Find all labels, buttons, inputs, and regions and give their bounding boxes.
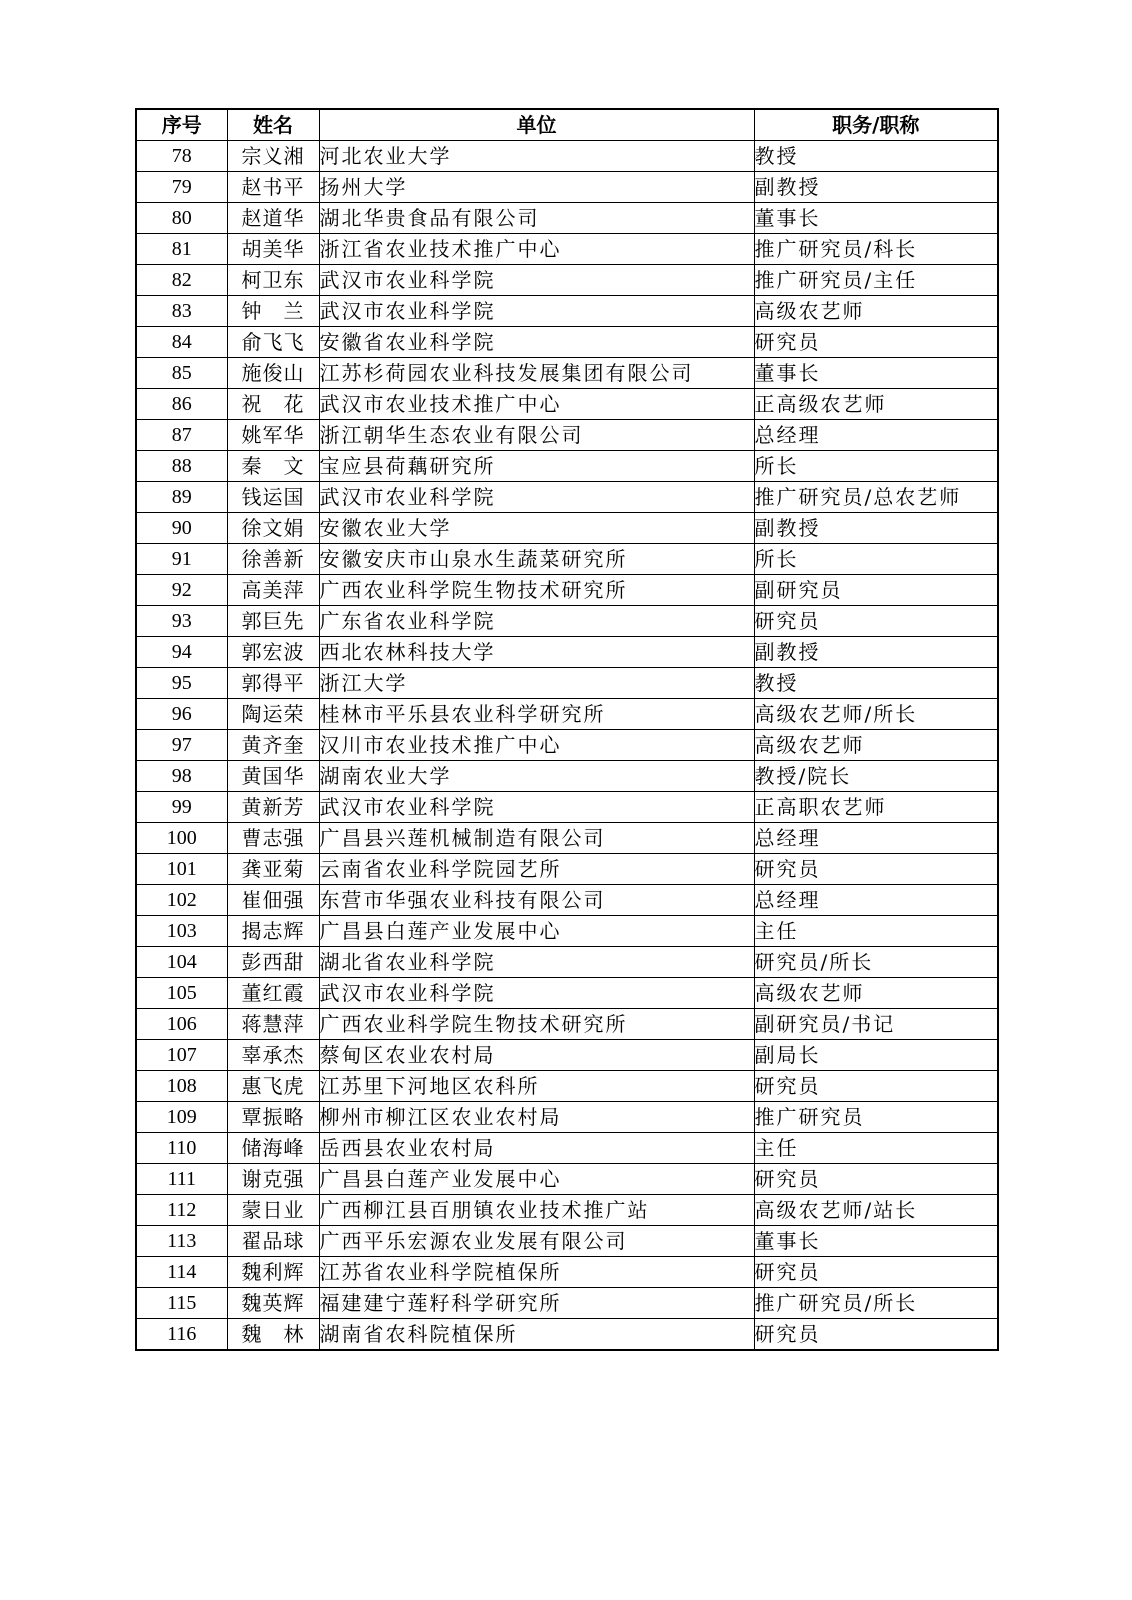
table-row [136,544,998,575]
position-title: 研究员/所长 [754,947,998,978]
table-row [136,1164,998,1195]
person-name: 黄新芳 [227,792,319,823]
row-index: 107 [136,1040,227,1071]
row-index: 81 [136,234,227,265]
person-name: 祝 花 [227,389,319,420]
roster-table [135,108,999,1351]
person-name: 胡美华 [227,234,319,265]
position-title: 总经理 [754,420,998,451]
position-title: 主任 [754,1133,998,1164]
organization: 武汉市农业技术推广中心 [319,389,754,420]
row-index: 89 [136,482,227,513]
table-row [136,761,998,792]
table-row [136,947,998,978]
table-row [136,854,998,885]
table-row [136,1288,998,1319]
person-name: 魏英辉 [227,1288,319,1319]
table-row [136,420,998,451]
person-name: 柯卫东 [227,265,319,296]
table-row [136,637,998,668]
person-name: 覃振略 [227,1102,319,1133]
organization: 安徽省农业科学院 [319,327,754,358]
row-index: 83 [136,296,227,327]
organization: 浙江大学 [319,668,754,699]
row-index: 101 [136,854,227,885]
table-row [136,389,998,420]
person-name: 储海峰 [227,1133,319,1164]
person-name: 赵道华 [227,203,319,234]
row-index: 92 [136,575,227,606]
person-name: 龚亚菊 [227,854,319,885]
person-name: 钱运国 [227,482,319,513]
organization: 广西农业科学院生物技术研究所 [319,1009,754,1040]
row-index: 82 [136,265,227,296]
row-index: 102 [136,885,227,916]
person-name: 黄齐奎 [227,730,319,761]
position-title: 研究员 [754,1071,998,1102]
organization: 浙江省农业技术推广中心 [319,234,754,265]
table-row [136,916,998,947]
organization: 湖北省农业科学院 [319,947,754,978]
row-index: 116 [136,1319,227,1351]
position-title: 高级农艺师 [754,296,998,327]
table-row [136,1257,998,1288]
table-row [136,606,998,637]
position-title: 高级农艺师 [754,978,998,1009]
person-name: 黄国华 [227,761,319,792]
person-name: 董红霞 [227,978,319,1009]
organization: 湖北华贵食品有限公司 [319,203,754,234]
row-index: 104 [136,947,227,978]
table-body [136,141,998,1351]
organization: 扬州大学 [319,172,754,203]
table-row [136,1226,998,1257]
row-index: 95 [136,668,227,699]
position-title: 副教授 [754,513,998,544]
table-row [136,1133,998,1164]
person-name: 彭西甜 [227,947,319,978]
organization: 武汉市农业科学院 [319,265,754,296]
organization: 广昌县兴莲机械制造有限公司 [319,823,754,854]
table-row [136,141,998,172]
table-row [136,885,998,916]
position-title: 副研究员 [754,575,998,606]
row-index: 114 [136,1257,227,1288]
person-name: 辜承杰 [227,1040,319,1071]
organization: 广昌县白莲产业发展中心 [319,916,754,947]
organization: 广昌县白莲产业发展中心 [319,1164,754,1195]
person-name: 宗义湘 [227,141,319,172]
position-title: 推广研究员/总农艺师 [754,482,998,513]
table-row [136,1102,998,1133]
position-title: 研究员 [754,606,998,637]
position-title: 推广研究员/所长 [754,1288,998,1319]
organization: 西北农林科技大学 [319,637,754,668]
position-title: 副局长 [754,1040,998,1071]
person-name: 姚军华 [227,420,319,451]
organization: 武汉市农业科学院 [319,792,754,823]
position-title: 推广研究员/主任 [754,265,998,296]
organization: 广西农业科学院生物技术研究所 [319,575,754,606]
row-index: 108 [136,1071,227,1102]
row-index: 86 [136,389,227,420]
table-row [136,234,998,265]
table-row [136,978,998,1009]
table-row [136,1009,998,1040]
table-row [136,1040,998,1071]
position-title: 研究员 [754,1164,998,1195]
table-row [136,1071,998,1102]
row-index: 94 [136,637,227,668]
position-title: 高级农艺师/站长 [754,1195,998,1226]
position-title: 推广研究员 [754,1102,998,1133]
organization: 江苏里下河地区农科所 [319,1071,754,1102]
person-name: 赵书平 [227,172,319,203]
person-name: 蒙日业 [227,1195,319,1226]
position-title: 所长 [754,451,998,482]
row-index: 84 [136,327,227,358]
person-name: 高美萍 [227,575,319,606]
position-title: 副研究员/书记 [754,1009,998,1040]
organization: 广西平乐宏源农业发展有限公司 [319,1226,754,1257]
organization: 宝应县荷藕研究所 [319,451,754,482]
position-title: 总经理 [754,885,998,916]
table-row [136,265,998,296]
person-name: 俞飞飞 [227,327,319,358]
organization: 浙江朝华生态农业有限公司 [319,420,754,451]
position-title: 正高职农艺师 [754,792,998,823]
row-index: 85 [136,358,227,389]
position-title: 教授/院长 [754,761,998,792]
position-title: 教授 [754,141,998,172]
person-name: 魏利辉 [227,1257,319,1288]
row-index: 106 [136,1009,227,1040]
row-index: 111 [136,1164,227,1195]
row-index: 87 [136,420,227,451]
organization: 东营市华强农业科技有限公司 [319,885,754,916]
organization: 福建建宁莲籽科学研究所 [319,1288,754,1319]
organization: 河北农业大学 [319,141,754,172]
organization: 蔡甸区农业农村局 [319,1040,754,1071]
position-title: 副教授 [754,172,998,203]
person-name: 崔佃强 [227,885,319,916]
organization: 岳西县农业农村局 [319,1133,754,1164]
position-title: 所长 [754,544,998,575]
organization: 广东省农业科学院 [319,606,754,637]
organization: 云南省农业科学院园艺所 [319,854,754,885]
person-name: 魏 林 [227,1319,319,1351]
row-index: 115 [136,1288,227,1319]
person-name: 郭巨先 [227,606,319,637]
position-title: 副教授 [754,637,998,668]
table-row [136,296,998,327]
row-index: 78 [136,141,227,172]
person-name: 翟品球 [227,1226,319,1257]
person-name: 秦 文 [227,451,319,482]
position-title: 正高级农艺师 [754,389,998,420]
table-row [136,203,998,234]
table-row [136,327,998,358]
position-title: 董事长 [754,203,998,234]
row-index: 100 [136,823,227,854]
table-row [136,1319,998,1351]
position-title: 高级农艺师/所长 [754,699,998,730]
table-row [136,1195,998,1226]
position-title: 研究员 [754,327,998,358]
position-title: 研究员 [754,1319,998,1351]
organization: 江苏省农业科学院植保所 [319,1257,754,1288]
position-title: 推广研究员/科长 [754,234,998,265]
person-name: 郭得平 [227,668,319,699]
header-unit: 单位 [319,109,754,141]
position-title: 研究员 [754,1257,998,1288]
person-name: 曹志强 [227,823,319,854]
header-index: 序号 [136,109,227,141]
person-name: 惠飞虎 [227,1071,319,1102]
row-index: 109 [136,1102,227,1133]
organization: 汉川市农业技术推广中心 [319,730,754,761]
organization: 柳州市柳江区农业农村局 [319,1102,754,1133]
row-index: 88 [136,451,227,482]
organization: 安徽安庆市山泉水生蔬菜研究所 [319,544,754,575]
table-row [136,513,998,544]
row-index: 80 [136,203,227,234]
person-name: 徐善新 [227,544,319,575]
header-position-title: 职务/职称 [754,109,998,141]
table-row [136,699,998,730]
person-name: 徐文娟 [227,513,319,544]
row-index: 91 [136,544,227,575]
person-name: 施俊山 [227,358,319,389]
table-row [136,451,998,482]
row-index: 110 [136,1133,227,1164]
table-row [136,668,998,699]
row-index: 96 [136,699,227,730]
row-index: 103 [136,916,227,947]
person-name: 蒋慧萍 [227,1009,319,1040]
table-row [136,575,998,606]
table-row [136,792,998,823]
position-title: 董事长 [754,358,998,389]
row-index: 98 [136,761,227,792]
organization: 武汉市农业科学院 [319,978,754,1009]
organization: 桂林市平乐县农业科学研究所 [319,699,754,730]
row-index: 90 [136,513,227,544]
person-name: 谢克强 [227,1164,319,1195]
position-title: 董事长 [754,1226,998,1257]
header-name: 姓名 [227,109,319,141]
person-name: 揭志辉 [227,916,319,947]
organization: 武汉市农业科学院 [319,482,754,513]
position-title: 总经理 [754,823,998,854]
person-name: 钟 兰 [227,296,319,327]
person-name: 陶运荣 [227,699,319,730]
position-title: 主任 [754,916,998,947]
row-index: 112 [136,1195,227,1226]
table-row [136,172,998,203]
table-row [136,358,998,389]
table-row [136,823,998,854]
organization: 湖南省农科院植保所 [319,1319,754,1351]
table-header-row [136,109,998,141]
organization: 武汉市农业科学院 [319,296,754,327]
position-title: 高级农艺师 [754,730,998,761]
row-index: 79 [136,172,227,203]
row-index: 97 [136,730,227,761]
row-index: 99 [136,792,227,823]
organization: 湖南农业大学 [319,761,754,792]
table-row [136,730,998,761]
person-name: 郭宏波 [227,637,319,668]
organization: 安徽农业大学 [319,513,754,544]
position-title: 教授 [754,668,998,699]
organization: 江苏杉荷园农业科技发展集团有限公司 [319,358,754,389]
table-row [136,482,998,513]
organization: 广西柳江县百朋镇农业技术推广站 [319,1195,754,1226]
row-index: 113 [136,1226,227,1257]
row-index: 105 [136,978,227,1009]
row-index: 93 [136,606,227,637]
position-title: 研究员 [754,854,998,885]
